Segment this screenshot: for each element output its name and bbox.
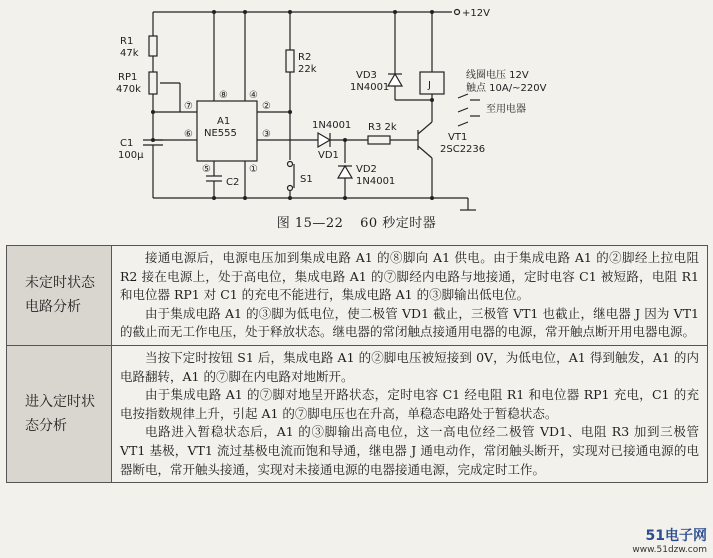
- coil-note: 线圈电压 12V: [466, 70, 529, 81]
- ic-model: NE555: [204, 128, 237, 139]
- r1-value: 47k: [120, 48, 139, 59]
- site-watermark: [632, 525, 707, 555]
- table-row: [7, 345, 708, 482]
- figure-number: 图 15—22: [276, 216, 344, 231]
- vd1-model: 1N4001: [312, 120, 352, 131]
- paragraph: 电路进入暂稳状态后，A1 的③脚输出高电位，这一高电位经二极管 VD1、电阻 R3 加到三极管 VT1 基极，VT1 流过基极电流而饱和导通，继电器 J 通电动作，常闭触头断开，实现对已接通电源的电器断电，常开触头接通，实现对未接通电源的电器接通电源，完成定时工作。: [120, 424, 699, 477]
- r2-value: 22k: [298, 64, 317, 75]
- row-label: 进入定时状态分析: [7, 345, 112, 482]
- vd3-model: 1N4001: [350, 82, 390, 93]
- vd1-label: VD1: [318, 150, 339, 161]
- paragraph: 由于集成电路 A1 的⑦脚对地呈开路状态，定时电容 C1 经电阻 R1 和电位器 RP1 充电，C1 的充电按指数规律上升，引起 A1 的⑦脚电压也在升高，单稳态电路处于暂稳状态。: [120, 387, 699, 421]
- pin5-label: ⑤: [202, 164, 211, 175]
- row-text: [112, 246, 708, 346]
- rp1-label: RP1: [118, 72, 138, 83]
- watermark-url: www.51dzw.com: [632, 545, 707, 555]
- pin1-label: ①: [249, 164, 258, 175]
- pin4-label: ④: [249, 90, 258, 101]
- paragraph: 当按下定时按钮 S1 后，集成电路 A1 的②脚电压被短接到 0V，为低电位，A1 得到触发，A1 的内电路翻转，A1 的⑦脚在内电路对地断开。: [120, 349, 699, 384]
- relay-label: J: [428, 80, 431, 91]
- vd3-label: VD3: [356, 70, 377, 81]
- row-text: [112, 345, 708, 482]
- figure-caption: [0, 212, 713, 231]
- row-label: 未定时状态电路分析: [7, 246, 112, 346]
- paragraph: 接通电源后，电源电压加到集成电路 A1 的⑧脚向 A1 供电。由于集成电路 A1 的②脚经上拉电阻 R2 接在电源上，处于高电位，集成电路 A1 的⑦脚经内电路与地接通，定时电容 C1 被短路，电阻 R1 和电位器 RP1 对 C1 的充电不能进行，集成电路 A1 的③脚输出低电位。: [120, 250, 699, 303]
- ic-name: A1: [217, 116, 231, 127]
- c1-value: 100μ: [118, 150, 144, 161]
- paragraph: 由于集成电路 A1 的③脚为低电位，使二极管 VD1 截止，三极管 VT1 也截止，继电器 J 因为 VT1 的截止而无工作电压，处于释放状态。继电器的常闭触点接通用电器的电源，常开触点断开用电器电源。: [120, 305, 699, 340]
- vcc-label: +12V: [462, 8, 490, 19]
- analysis-table: [6, 245, 708, 483]
- r1-label: R1: [120, 36, 134, 47]
- rp1-value: 470k: [116, 84, 141, 95]
- vt1-label: VT1: [448, 132, 468, 143]
- pin6-label: ⑥: [184, 129, 193, 140]
- load-note: 至用电器: [486, 104, 526, 115]
- figure-title: 60 秒定时器: [360, 216, 437, 231]
- r2-label: R2: [298, 52, 312, 63]
- pin3-label: ③: [262, 129, 271, 140]
- vd2-label: VD2: [356, 164, 377, 175]
- c1-label: C1: [120, 138, 134, 149]
- pin7-label: ⑦: [184, 101, 193, 112]
- contact-note: 触点 10A/~220V: [466, 83, 547, 94]
- table-row: [7, 246, 708, 346]
- s1-label: S1: [300, 174, 313, 185]
- vt1-model: 2SC2236: [440, 144, 486, 155]
- pin8-label: ⑧: [219, 90, 228, 101]
- r3-label: R3 2k: [368, 122, 397, 133]
- c2-label: C2: [226, 177, 240, 188]
- pin2-label: ②: [262, 101, 271, 112]
- circuit-schematic: [0, 0, 713, 240]
- watermark-logo: 51电子网: [645, 528, 707, 544]
- vd2-model: 1N4001: [356, 176, 396, 187]
